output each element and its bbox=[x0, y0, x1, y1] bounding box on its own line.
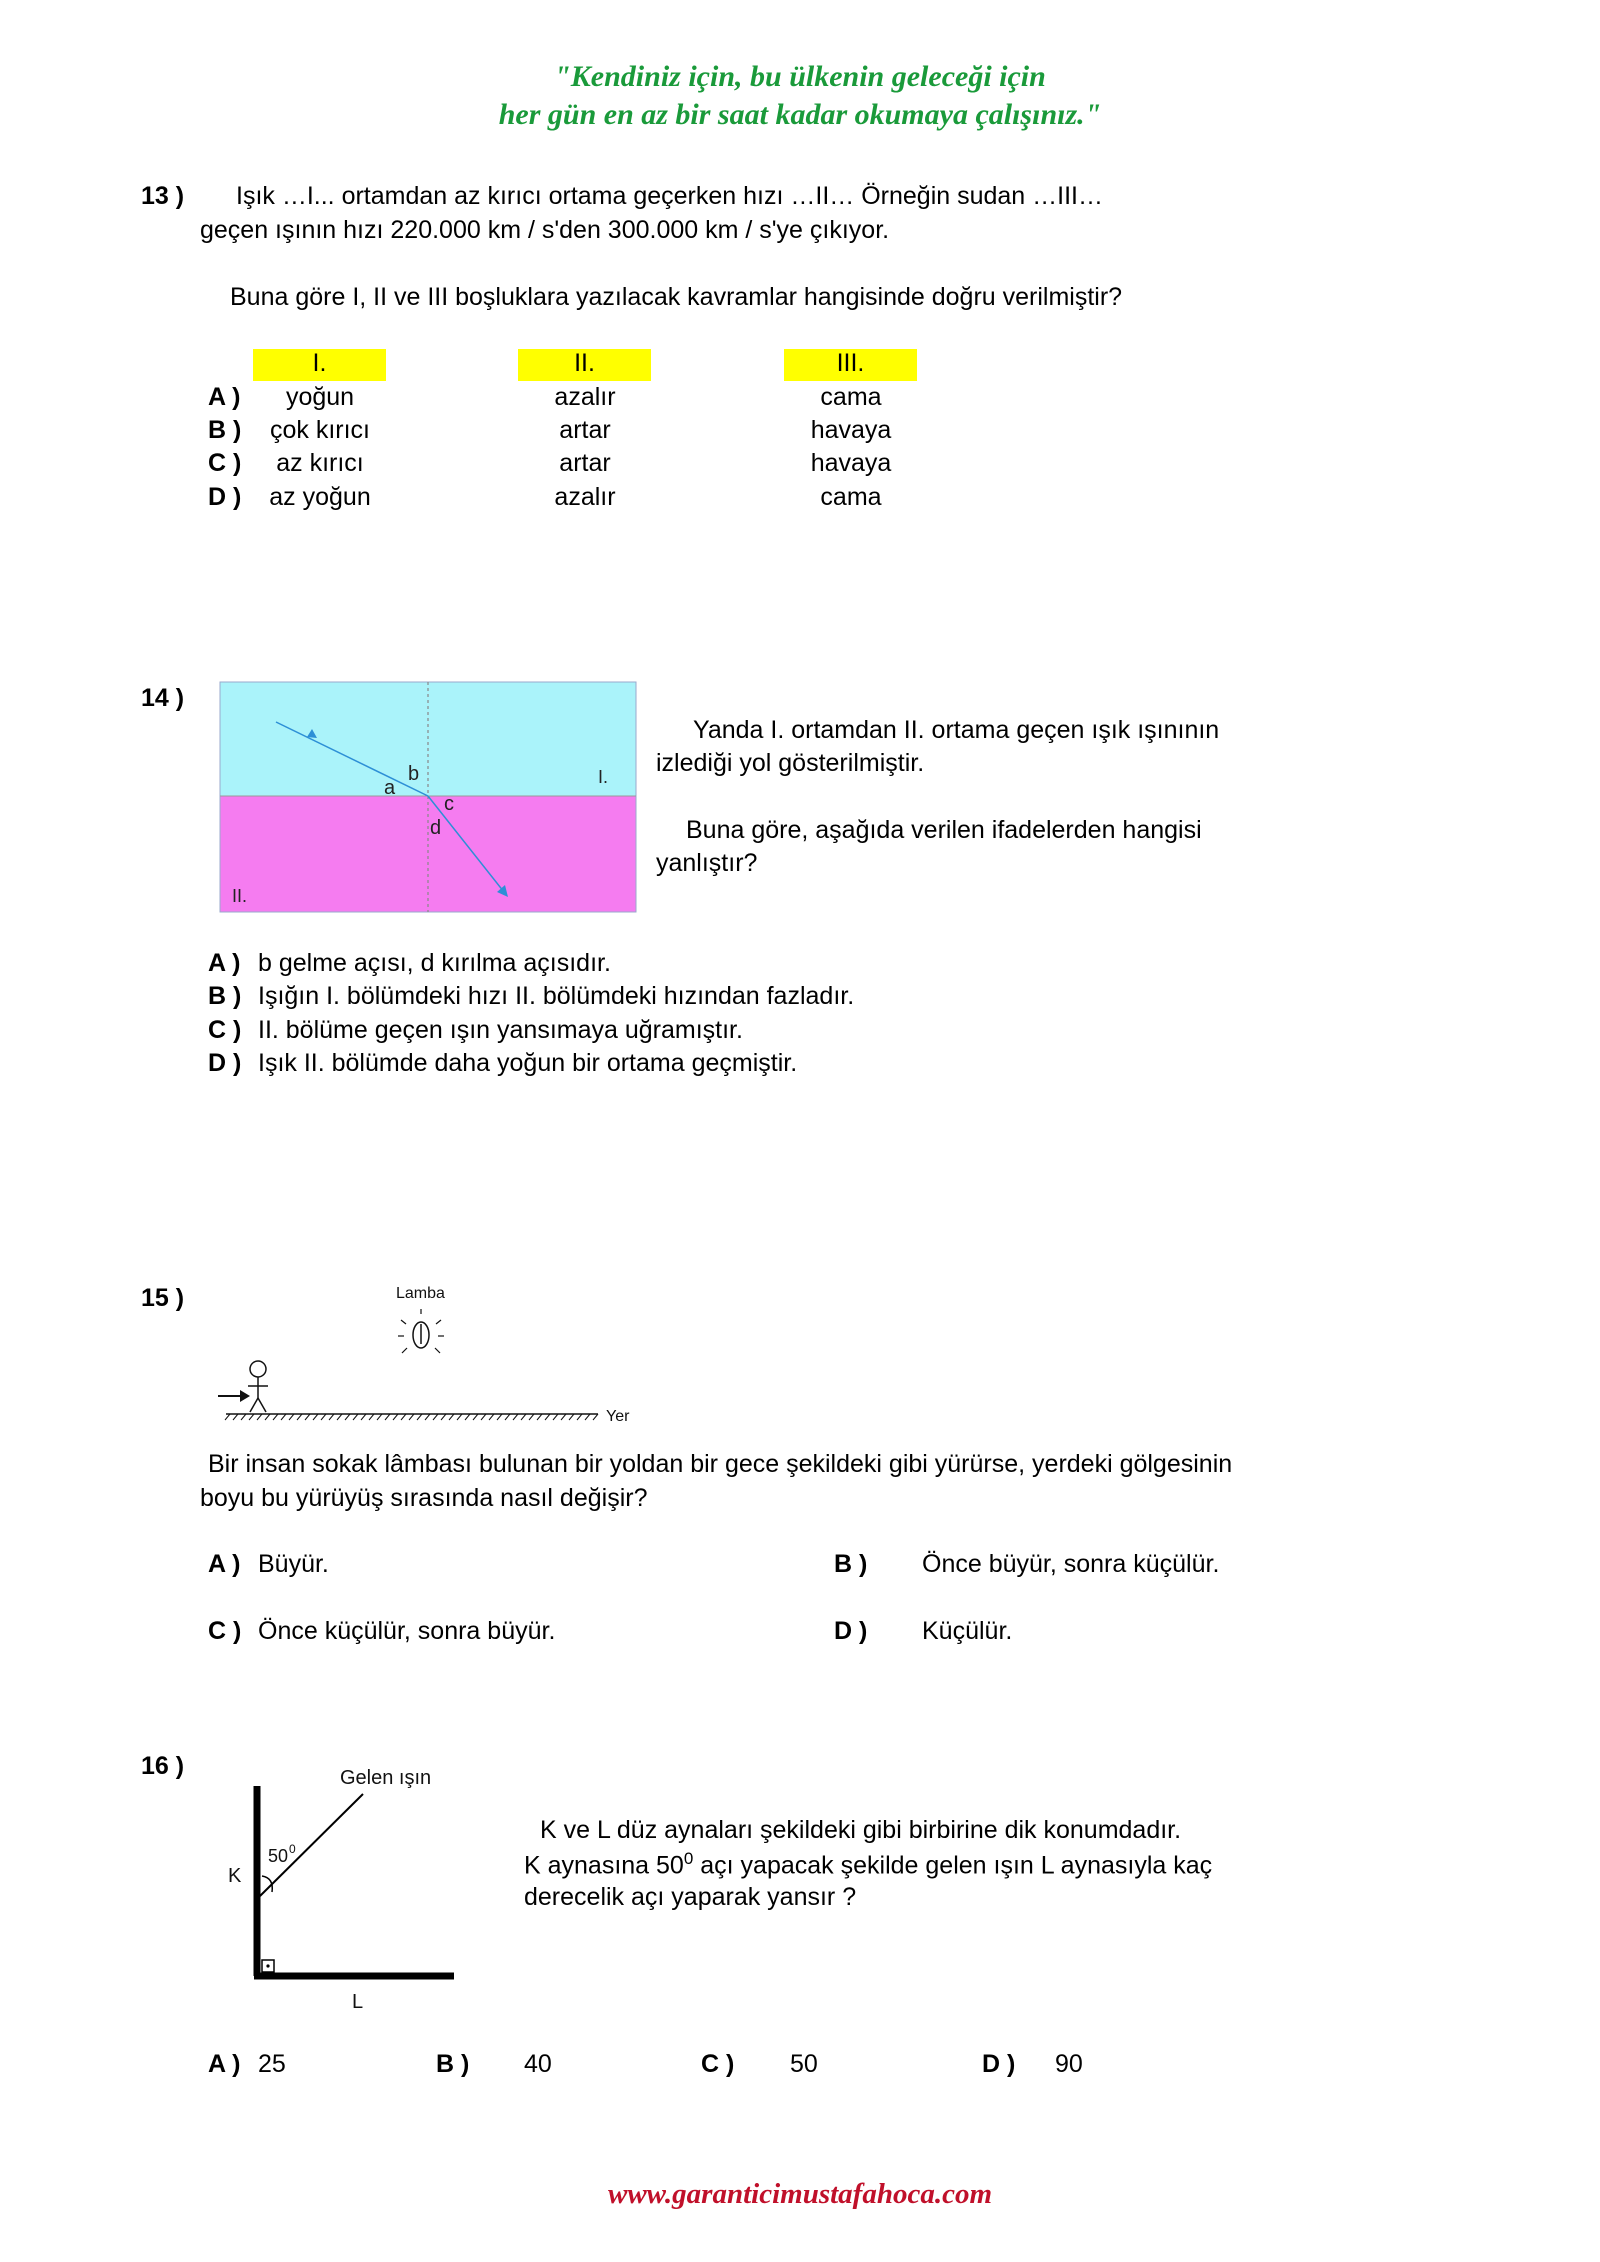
option-letter: C ) bbox=[208, 449, 242, 477]
header-line-2: her gün en az bir saat kadar okumaya çalışınız." bbox=[498, 98, 1102, 131]
option-cell-3: cama bbox=[820, 483, 882, 511]
mirror-k-label: K bbox=[228, 1865, 242, 1887]
angle-label-b: b bbox=[408, 763, 420, 785]
medium-label-1: I. bbox=[598, 767, 609, 787]
arrow-head-icon bbox=[240, 1390, 250, 1402]
option-letter: A ) bbox=[208, 1550, 241, 1578]
option-cell-1: az kırıcı bbox=[276, 449, 364, 477]
description-line-3: Buna göre, aşağıda verilen ifadelerden hangisi bbox=[686, 816, 1202, 844]
option-cell-1: yoğun bbox=[285, 383, 355, 411]
option-letter: D ) bbox=[982, 2050, 1016, 2078]
refraction-figure bbox=[218, 680, 638, 914]
option-text: Işığın I. bölümdeki hızı II. bölümdeki hızından fazladır. bbox=[258, 982, 855, 1010]
option-cell-2: artar bbox=[559, 449, 611, 477]
option-letter: C ) bbox=[208, 1617, 242, 1645]
degree-superscript: 0 bbox=[683, 1849, 694, 1868]
option-text: 90 bbox=[1055, 2050, 1083, 2078]
option-letter: D ) bbox=[834, 1617, 868, 1645]
option-letter: D ) bbox=[208, 483, 242, 511]
option-letter: A ) bbox=[208, 2050, 241, 2078]
option-text: Küçülür. bbox=[922, 1617, 1013, 1645]
mirror-figure bbox=[228, 1758, 468, 2018]
description-line-3: derecelik açı yaparak yansır ? bbox=[524, 1883, 857, 1911]
incident-ray bbox=[260, 1794, 363, 1896]
question-stem-line-1: Işık …I... ortamdan az kırıcı ortama geçerken hızı …II… Örneğin sudan …III… bbox=[236, 182, 1103, 210]
option-text: Önce küçülür, sonra büyür. bbox=[258, 1617, 556, 1645]
question-number: 13 ) bbox=[141, 182, 185, 210]
option-text: Işık II. bölümde daha yoğun bir ortama geçmiştir. bbox=[258, 1049, 798, 1077]
option-cell-2: artar bbox=[559, 416, 611, 444]
lamp-label: Lamba bbox=[396, 1285, 445, 1302]
question-stem-line-1: Bir insan sokak lâmbası bulunan bir yoldan bir gece şekildeki gibi yürürse, yerdeki gölgesinin bbox=[208, 1450, 1233, 1478]
option-cell-1: az yoğun bbox=[269, 483, 371, 511]
incident-ray-label: Gelen ışın bbox=[340, 1767, 432, 1789]
option-cell-3: cama bbox=[820, 383, 882, 411]
option-cell-3: havaya bbox=[810, 416, 892, 444]
person-icon bbox=[248, 1361, 268, 1412]
column-header-1: I. bbox=[253, 349, 386, 381]
question-prompt: Buna göre I, II ve III boşluklara yazılacak kavramlar hangisinde doğru verilmiştir? bbox=[230, 283, 1123, 311]
option-letter: B ) bbox=[208, 982, 242, 1010]
option-letter: C ) bbox=[701, 2050, 735, 2078]
question-number: 16 ) bbox=[141, 1752, 185, 1780]
option-letter: B ) bbox=[208, 416, 242, 444]
street-lamp-figure bbox=[210, 1278, 650, 1434]
option-cell-1: çok kırıcı bbox=[269, 416, 370, 444]
description-line-2-part-2: açı yapacak şekilde gelen ışın L aynasıyla kaç bbox=[693, 1851, 1213, 1880]
page-header bbox=[0, 58, 1600, 134]
option-text: Büyür. bbox=[258, 1550, 329, 1578]
option-letter: C ) bbox=[208, 1016, 242, 1044]
ground-label: Yer bbox=[606, 1408, 630, 1425]
option-text: b gelme açısı, d kırılma açısıdır. bbox=[258, 949, 611, 977]
option-letter: D ) bbox=[208, 1049, 242, 1077]
angle-superscript: 0 bbox=[289, 1842, 296, 1856]
ground-line bbox=[225, 1414, 598, 1420]
description-line-1: Yanda I. ortamdan II. ortama geçen ışık ışınının bbox=[693, 716, 1220, 744]
lamp-icon bbox=[398, 1309, 444, 1353]
medium-label-2: II. bbox=[232, 886, 248, 906]
option-letter: B ) bbox=[834, 1550, 868, 1578]
description-line-1: K ve L düz aynaları şekildeki gibi birbirine dik konumdadır. bbox=[540, 1816, 1182, 1844]
column-header-3: III. bbox=[784, 349, 917, 381]
option-text: 50 bbox=[790, 2050, 818, 2078]
question-number: 14 ) bbox=[141, 684, 185, 712]
question-number: 15 ) bbox=[141, 1284, 185, 1312]
description-line-2-part-1: K aynasına 50 bbox=[524, 1851, 684, 1880]
angle-label-d: d bbox=[430, 817, 442, 839]
description-line-2: izlediği yol gösterilmiştir. bbox=[656, 749, 925, 777]
angle-label-c: c bbox=[444, 793, 454, 815]
option-text: II. bölüme geçen ışın yansımaya uğramıştır. bbox=[258, 1016, 743, 1044]
angle-label-a: a bbox=[384, 777, 396, 799]
option-text: 25 bbox=[258, 2050, 286, 2078]
question-stem-line-2: geçen ışının hızı 220.000 km / s'den 300.000 km / s'ye çıkıyor. bbox=[200, 216, 890, 244]
header-line-1: "Kendiniz için, bu ülkenin geleceği için bbox=[554, 60, 1046, 93]
description-line-2 bbox=[524, 1849, 1212, 1880]
option-letter: A ) bbox=[208, 949, 241, 977]
option-letter: B ) bbox=[436, 2050, 470, 2078]
option-cell-3: havaya bbox=[810, 449, 892, 477]
question-stem-line-2: boyu bu yürüyüş sırasında nasıl değişir? bbox=[200, 1484, 648, 1512]
option-text: 40 bbox=[524, 2050, 552, 2078]
option-cell-2: azalır bbox=[554, 483, 616, 511]
option-letter: A ) bbox=[208, 383, 241, 411]
option-text: Önce büyür, sonra küçülür. bbox=[922, 1550, 1220, 1578]
mirror-l-label: L bbox=[352, 1991, 364, 2013]
column-header-2: II. bbox=[518, 349, 651, 381]
angle-label: 50 bbox=[268, 1846, 289, 1866]
footer-link[interactable]: www.garanticimustafahoca.com bbox=[607, 2178, 993, 2210]
description-line-4: yanlıştır? bbox=[656, 849, 758, 877]
option-cell-2: azalır bbox=[554, 383, 616, 411]
